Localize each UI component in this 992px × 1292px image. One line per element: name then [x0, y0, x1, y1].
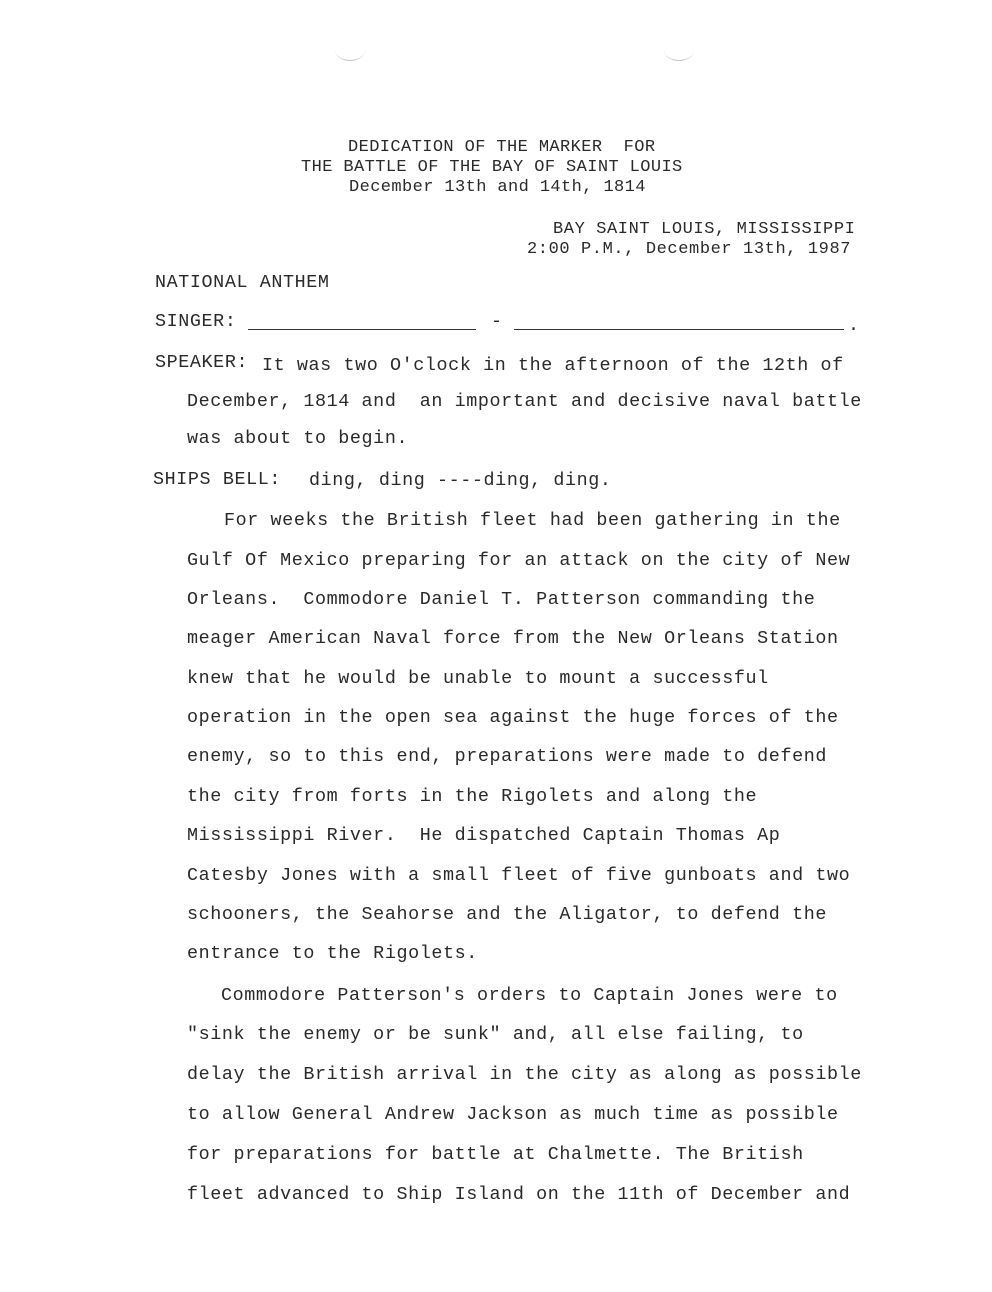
- speaker-text-line-2: December, 1814 and an important and decisive naval battle: [187, 391, 862, 412]
- singer-dash: -: [491, 311, 503, 332]
- body-p1-line-6: operation in the open sea against the huge forces of the: [187, 707, 839, 728]
- body-p2-line-4: to allow General Andrew Jackson as much time as possible: [187, 1104, 839, 1125]
- body-p1-line-5: knew that he would be unable to mount a successful: [187, 668, 769, 689]
- speaker-label: SPEAKER:: [155, 352, 249, 373]
- singer-blank-2: [514, 329, 844, 330]
- body-p1-line-12: entrance to the Rigolets.: [187, 943, 478, 964]
- body-p1-line-11: schooners, the Seahorse and the Aligator, to defend the: [187, 904, 827, 925]
- singer-label: SINGER:: [155, 311, 237, 332]
- body-p1-line-3: Orleans. Commodore Daniel T. Patterson commanding the: [187, 589, 816, 610]
- punch-hole-mark-left: [335, 40, 365, 61]
- body-p1-line-4: meager American Naval force from the New Orleans Station: [187, 628, 839, 649]
- ships-bell-label: SHIPS BELL:: [153, 469, 281, 490]
- punch-hole-mark-right: [664, 40, 694, 61]
- body-p2-line-3: delay the British arrival in the city as along as possible: [187, 1064, 862, 1085]
- singer-period: .: [848, 315, 860, 336]
- body-p1-line-8: the city from forts in the Rigolets and along the: [187, 786, 758, 807]
- title-line-3: December 13th and 14th, 1814: [349, 178, 646, 197]
- body-p1-line-7: enemy, so to this end, preparations were made to defend: [187, 746, 827, 767]
- body-p1-line-9: Mississippi River. He dispatched Captain Thomas Ap: [187, 825, 781, 846]
- body-p2-line-6: fleet advanced to Ship Island on the 11th of December and: [187, 1184, 851, 1205]
- event-location: BAY SAINT LOUIS, MISSISSIPPI: [553, 220, 856, 239]
- body-p1-line-1: For weeks the British fleet had been gathering in the: [224, 510, 841, 531]
- ships-bell-text: ding, ding ----ding, ding.: [309, 470, 612, 491]
- body-p2-line-2: "sink the enemy or be sunk" and, all else failing, to: [187, 1024, 804, 1045]
- body-p1-line-10: Catesby Jones with a small fleet of five gunboats and two: [187, 865, 851, 886]
- title-line-1: DEDICATION OF THE MARKER FOR: [348, 138, 656, 157]
- body-p1-line-2: Gulf Of Mexico preparing for an attack on the city of New: [187, 550, 851, 571]
- speaker-text-line-3: was about to begin.: [187, 428, 409, 449]
- speaker-text-line-1: It was two O'clock in the afternoon of the 12th of: [262, 355, 844, 376]
- body-p2-line-5: for preparations for battle at Chalmette. The British: [187, 1144, 804, 1165]
- event-datetime: 2:00 P.M., December 13th, 1987: [527, 240, 852, 259]
- title-line-2: THE BATTLE OF THE BAY OF SAINT LOUIS: [301, 158, 683, 177]
- program-item-anthem: NATIONAL ANTHEM: [155, 272, 330, 293]
- body-p2-line-1: Commodore Patterson's orders to Captain Jones were to: [221, 985, 838, 1006]
- singer-blank-1: [248, 329, 476, 330]
